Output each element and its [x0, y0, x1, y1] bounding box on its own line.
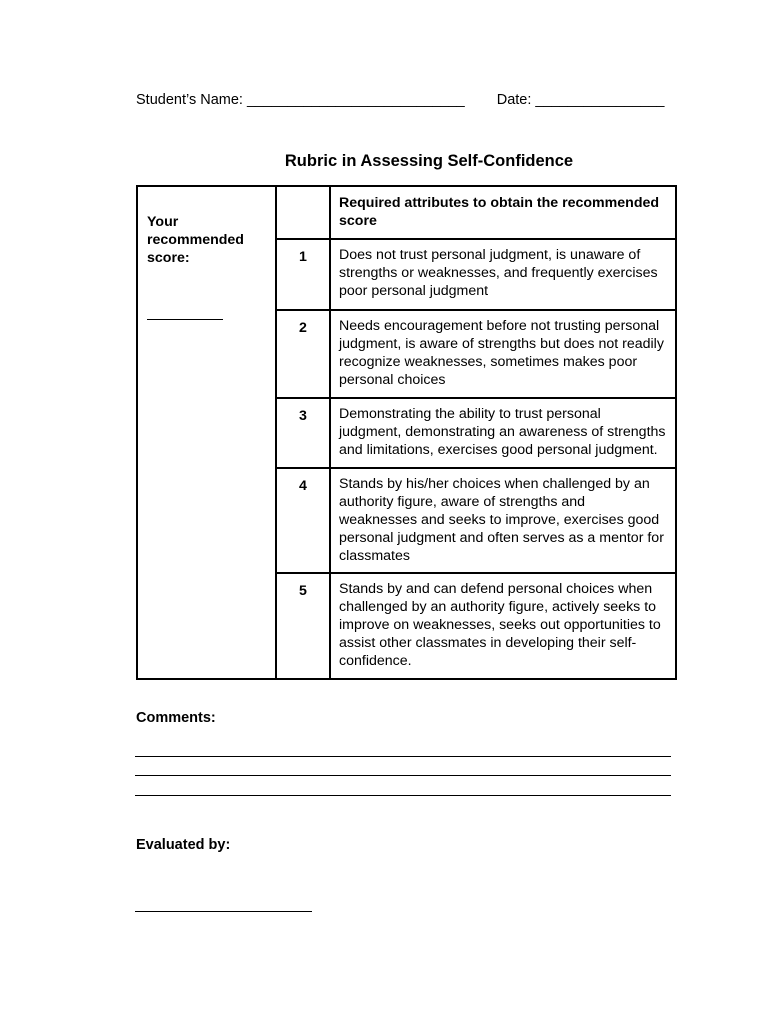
header-attributes-cell: Required attributes to obtain the recommended score	[330, 186, 676, 239]
comment-line-1[interactable]	[135, 756, 671, 757]
student-name-field[interactable]: Student’s Name: ___________________________	[136, 92, 465, 108]
score-description: Does not trust personal judgment, is unaware of strengths or weaknesses, and frequently exercises poor personal judgment	[330, 239, 676, 310]
score-description: Needs encouragement before not trusting personal judgment, is aware of strengths but does not readily recognize weaknesses, sometimes makes poor personal choices	[330, 310, 676, 398]
page-title: Rubric in Assessing Self-Confidence	[284, 152, 574, 170]
score-description: Demonstrating the ability to trust personal judgment, demonstrating an awareness of strengths and limitations, exercises good personal judgment.	[330, 398, 676, 468]
score-number: 5	[276, 573, 330, 679]
score-description: Stands by and can defend personal choices when challenged by an authority figure, actively seeks to improve on weaknesses, seeks out opportunities to assist other classmates in developing their self-confidence.	[330, 573, 676, 679]
score-description: Stands by his/her choices when challenged by an authority figure, aware of strengths and weaknesses and seeks to improve, exercises good personal judgment and often serves as a mentor for classmates	[330, 468, 676, 573]
rubric-table	[136, 185, 677, 680]
evaluator-signature-line[interactable]	[135, 911, 312, 912]
score-number: 2	[276, 310, 330, 398]
header-fields	[136, 92, 664, 108]
comments-label: Comments:	[136, 710, 216, 726]
comment-line-2[interactable]	[135, 775, 671, 776]
recommended-score-cell	[137, 186, 276, 679]
evaluated-by-label: Evaluated by:	[136, 837, 231, 853]
score-number: 3	[276, 398, 330, 468]
score-label: Your recommended score:	[147, 214, 244, 266]
score-blank-line[interactable]	[147, 307, 223, 320]
date-field[interactable]: Date: ________________	[496, 92, 665, 108]
header-number-cell	[276, 186, 330, 239]
comment-line-3[interactable]	[135, 795, 671, 796]
score-number: 1	[276, 239, 330, 310]
score-number: 4	[276, 468, 330, 573]
